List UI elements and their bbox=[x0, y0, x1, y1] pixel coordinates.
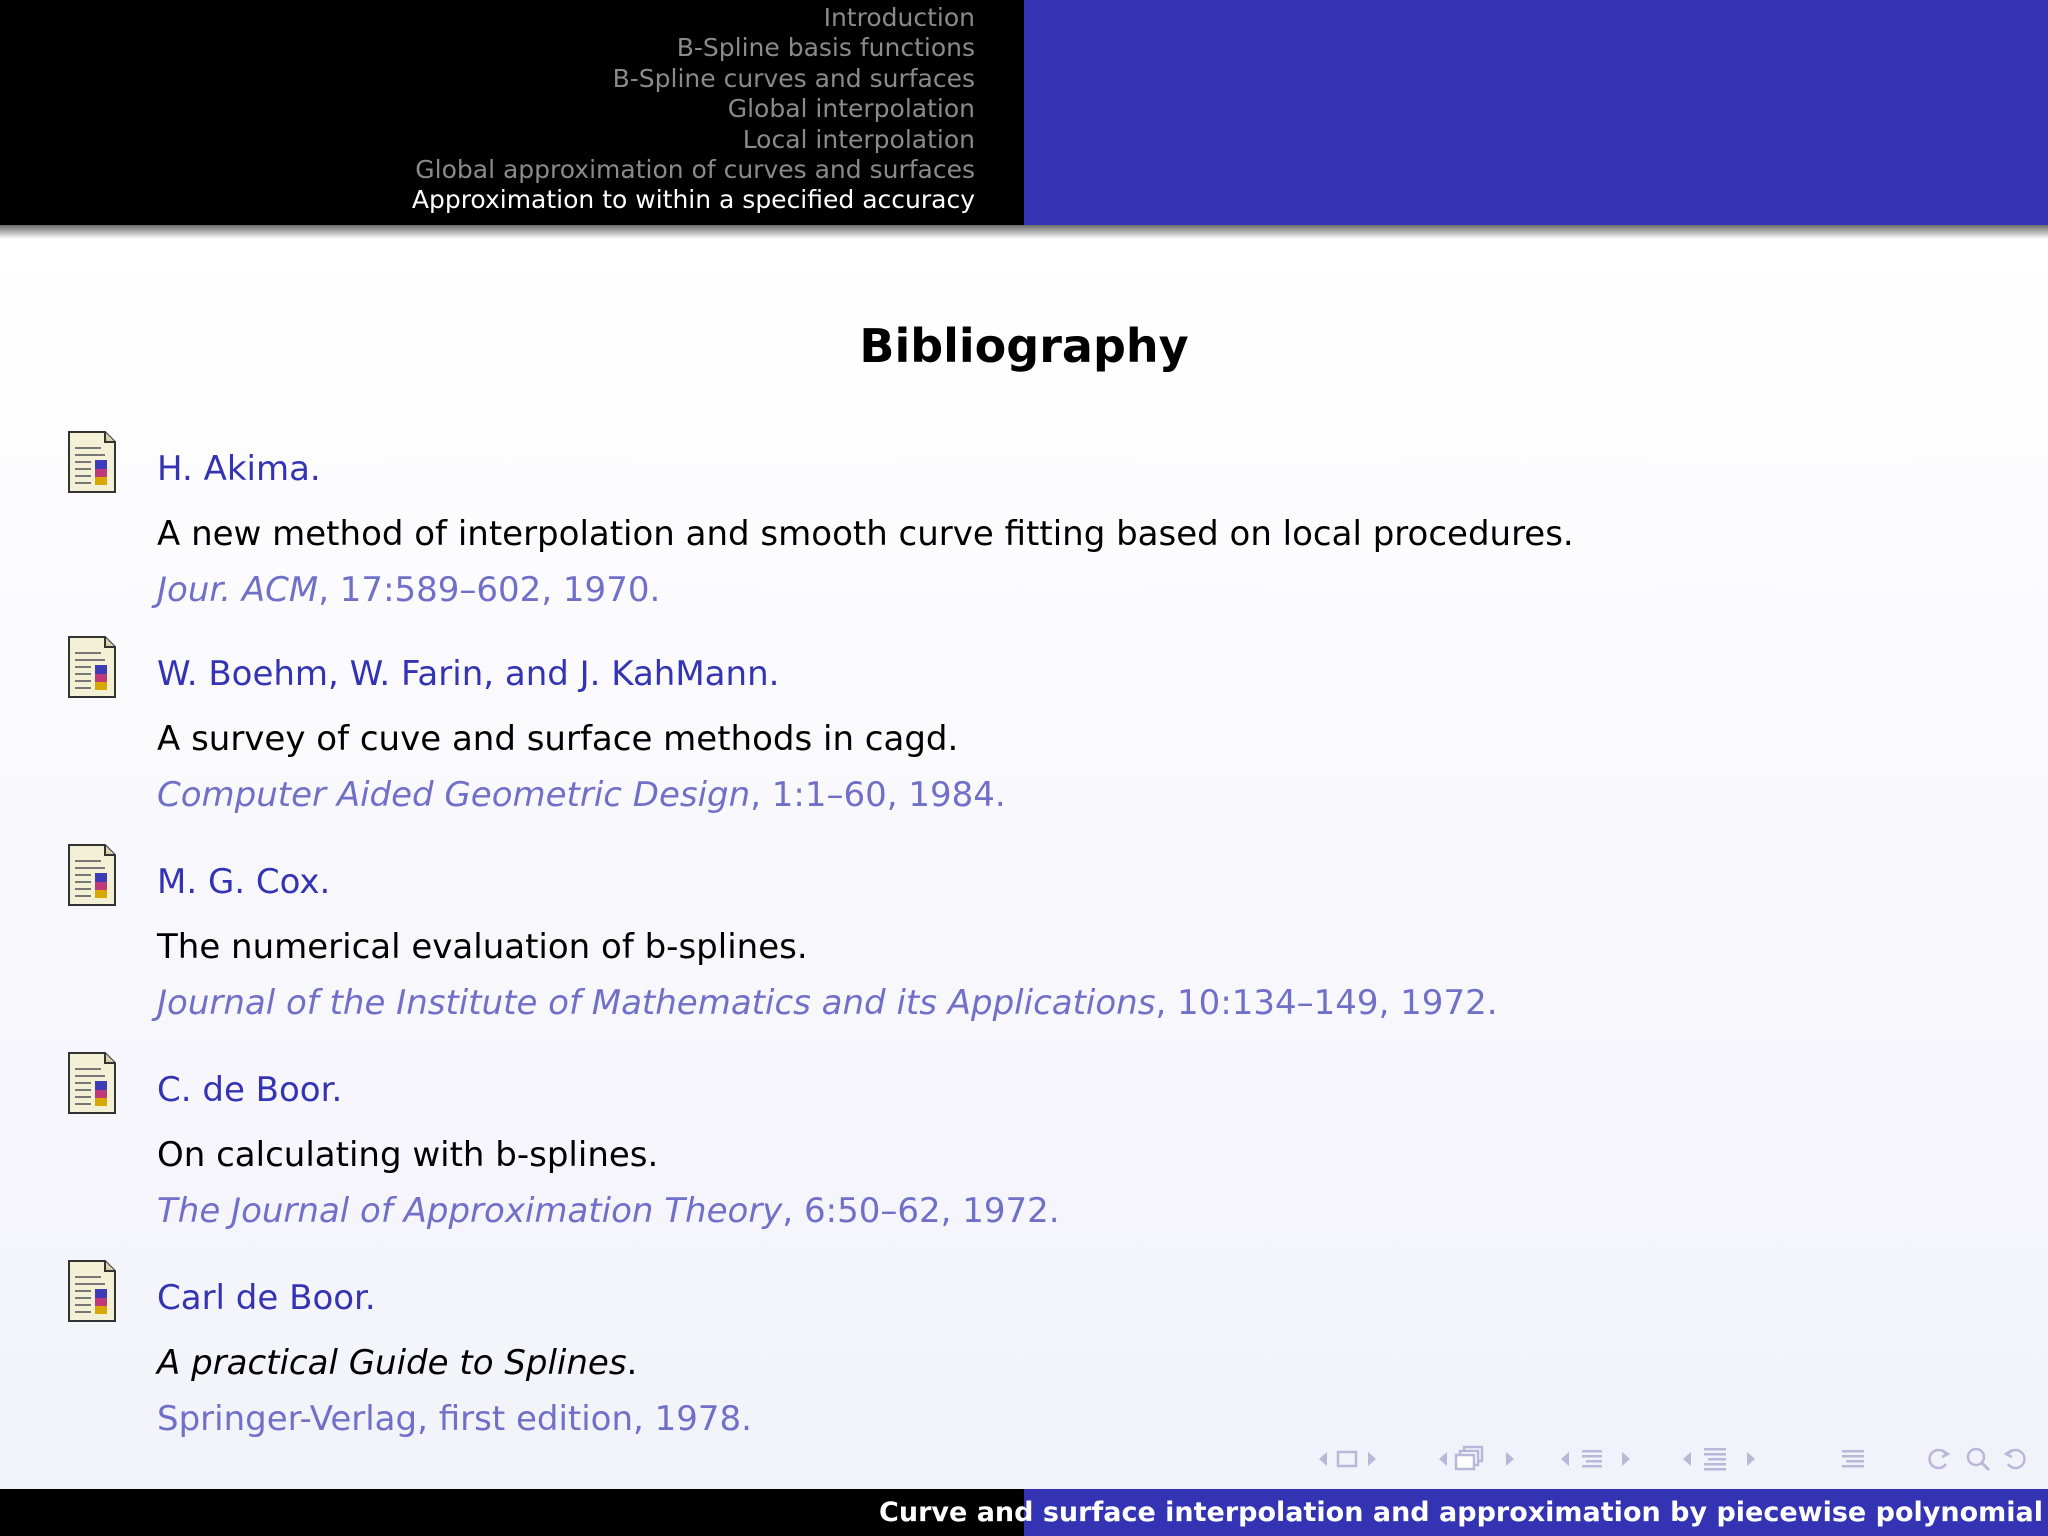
bib-publisher: Springer-Verlag, first edition, 1978. bbox=[157, 1399, 752, 1439]
bib-journal: Jour. ACM bbox=[157, 570, 319, 610]
book-icon bbox=[67, 1259, 117, 1323]
bib-details: , 10:134–149, 1972. bbox=[1155, 983, 1498, 1023]
footer-title: Curve and surface interpolation and approximation by piecewise polynomial bbox=[879, 1497, 2043, 1528]
bib-title: A new method of interpolation and smooth curve fitting based on local procedures. bbox=[157, 514, 1574, 554]
bib-details: , 6:50–62, 1972. bbox=[782, 1191, 1060, 1231]
bib-source bbox=[157, 1189, 1060, 1233]
bib-details: , 1:1–60, 1984. bbox=[750, 775, 1006, 815]
bib-title: On calculating with b-splines. bbox=[157, 1135, 659, 1175]
book-icon bbox=[67, 1051, 117, 1115]
nav-section-global-interpolation[interactable]: Global interpolation bbox=[727, 94, 975, 124]
nav-section-introduction[interactable]: Introduction bbox=[823, 3, 975, 32]
bib-journal: Computer Aided Geometric Design bbox=[157, 775, 751, 815]
bib-title bbox=[157, 1341, 637, 1385]
nav-section-specified-accuracy[interactable]: Approximation to within a specified accuracy bbox=[411, 185, 975, 215]
bib-entry bbox=[0, 1051, 2048, 1241]
bib-author: Carl de Boor. bbox=[157, 1278, 376, 1318]
slide-nav-icon[interactable] bbox=[1310, 1442, 1395, 1476]
book-icon bbox=[67, 430, 117, 494]
nav-section-global-approximation[interactable]: Global approximation of curves and surfaces bbox=[415, 155, 975, 185]
subsection-nav-icon[interactable] bbox=[1552, 1442, 1657, 1476]
header-accent-panel bbox=[1024, 0, 2048, 225]
bib-entry bbox=[0, 430, 2048, 620]
bib-source bbox=[157, 773, 1006, 817]
footer-left-panel bbox=[0, 1489, 1024, 1536]
nav-section-bspline-basis[interactable]: B-Spline basis functions bbox=[676, 33, 975, 63]
nav-section-bspline-curves[interactable]: B-Spline curves and surfaces bbox=[612, 63, 975, 93]
section-nav-icon[interactable] bbox=[1674, 1442, 1779, 1476]
book-icon bbox=[67, 635, 117, 699]
frame-title: Bibliography bbox=[859, 319, 1189, 373]
bib-journal: The Journal of Approximation Theory bbox=[157, 1191, 783, 1231]
bib-entry bbox=[0, 1259, 2048, 1449]
bib-author: M. G. Cox. bbox=[157, 862, 331, 902]
bib-author: H. Akima. bbox=[157, 449, 321, 489]
book-icon bbox=[67, 843, 117, 907]
frame-nav-icon[interactable] bbox=[1430, 1442, 1535, 1476]
bib-details: , 17:589–602, 1970. bbox=[318, 570, 661, 610]
nav-section-local-interpolation[interactable]: Local interpolation bbox=[742, 124, 975, 154]
bib-title: A survey of cuve and surface methods in cagd. bbox=[157, 719, 959, 759]
bib-entry bbox=[0, 635, 2048, 825]
bib-title-suffix: . bbox=[626, 1343, 638, 1383]
search-undo-redo-icons[interactable] bbox=[1922, 1442, 2040, 1476]
bib-journal: Journal of the Institute of Mathematics and its Applications bbox=[157, 983, 1156, 1023]
header-shadow bbox=[0, 225, 2048, 239]
bib-book-title: A practical Guide to Splines bbox=[157, 1343, 627, 1383]
bib-entry bbox=[0, 843, 2048, 1033]
bib-title: The numerical evaluation of b-splines. bbox=[157, 927, 808, 967]
appendix-nav-icon[interactable] bbox=[1834, 1442, 1874, 1476]
bib-source bbox=[157, 568, 660, 612]
bib-author: W. Boehm, W. Farin, and J. KahMann. bbox=[157, 654, 780, 694]
bib-author: C. de Boor. bbox=[157, 1070, 343, 1110]
beamer-nav-controls bbox=[1310, 1442, 2040, 1476]
bib-source bbox=[157, 981, 1498, 1025]
section-navigation bbox=[412, 3, 975, 216]
